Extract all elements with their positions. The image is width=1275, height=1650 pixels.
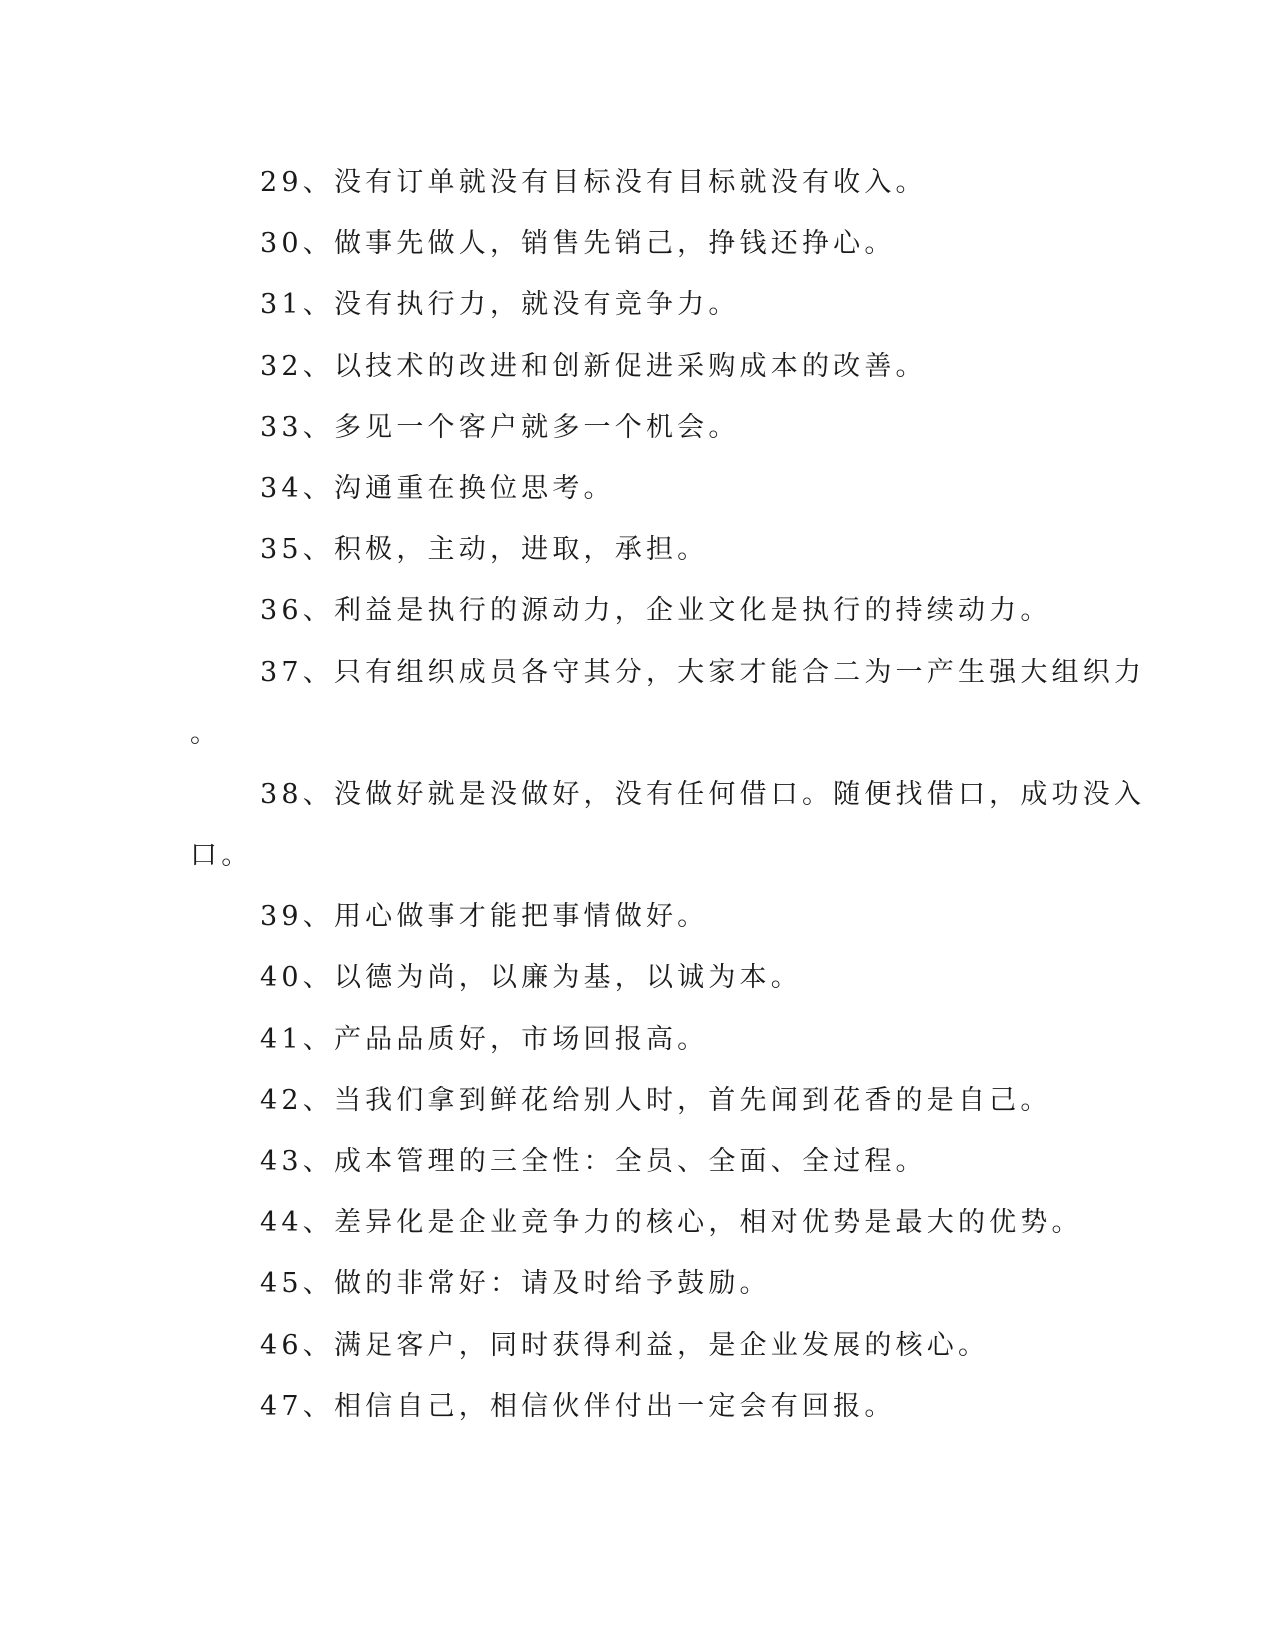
- paragraph-38: 38、没做好就是没做好，没有任何借口。随便找借口，成功没入: [260, 778, 1146, 810]
- paragraph-32: 32、以技术的改进和创新促进采购成本的改善。: [260, 350, 927, 382]
- paragraph-37-continuation: 。: [190, 717, 222, 749]
- paragraph-39: 39、用心做事才能把事情做好。: [260, 901, 709, 933]
- paragraph-44: 44、差异化是企业竞争力的核心，相对优势是最大的优势。: [260, 1207, 1083, 1239]
- paragraph-40: 40、以德为尚，以廉为基，以诚为本。: [260, 962, 802, 994]
- paragraph-31: 31、没有执行力，就没有竞争力。: [260, 289, 740, 321]
- paragraph-35: 35、积极，主动，进取，承担。: [260, 534, 709, 566]
- paragraph-33: 33、多见一个客户就多一个机会。: [260, 411, 740, 443]
- paragraph-43: 43、成本管理的三全性：全员、全面、全过程。: [260, 1146, 927, 1177]
- paragraph-46: 46、满足客户，同时获得利益，是企业发展的核心。: [260, 1329, 990, 1361]
- paragraph-34: 34、沟通重在换位思考。: [260, 472, 615, 504]
- paragraph-30: 30、做事先做人，销售先销己，挣钱还挣心。: [260, 228, 896, 260]
- paragraph-47: 47、相信自己，相信伙伴付出一定会有回报。: [260, 1390, 896, 1422]
- paragraph-45: 45、做的非常好：请及时给予鼓励。: [260, 1268, 771, 1300]
- paragraph-29: 29、没有订单就没有目标没有目标就没有收入。: [260, 167, 927, 198]
- paragraph-41: 41、产品品质好，市场回报高。: [260, 1023, 709, 1055]
- paragraph-36: 36、利益是执行的源动力，企业文化是执行的持续动力。: [260, 595, 1052, 627]
- paragraph-38-continuation: 口。: [190, 840, 253, 872]
- paragraph-37: 37、只有组织成员各守其分，大家才能合二为一产生强大组织力: [260, 656, 1146, 688]
- document-body: [190, 152, 1146, 1437]
- paragraph-42: 42、当我们拿到鲜花给别人时，首先闻到花香的是自己。: [260, 1084, 1052, 1116]
